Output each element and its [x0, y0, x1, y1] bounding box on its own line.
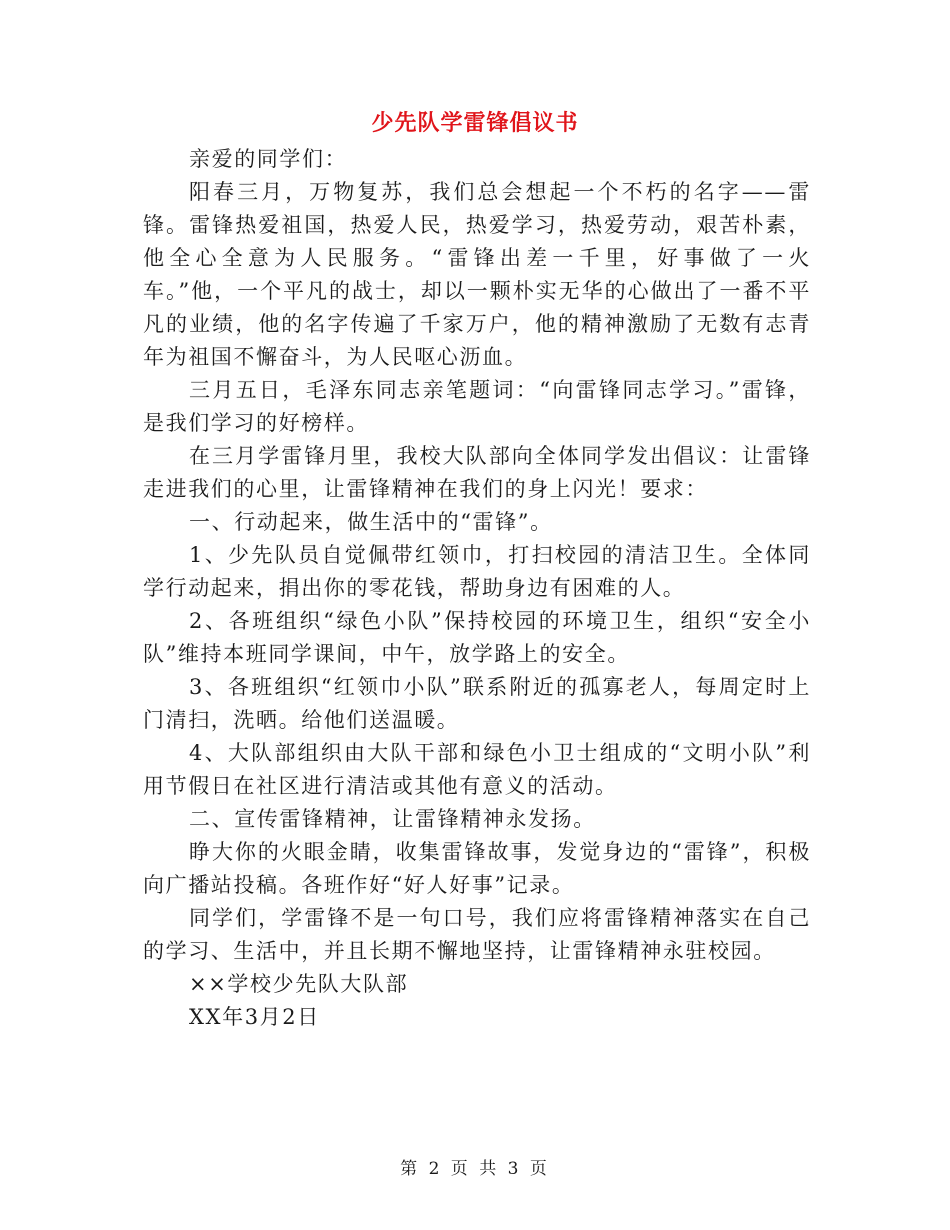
paragraph-proposal: 在三月学雷锋月里，我校大队部向全体同学发出倡议：让雷锋走进我们的心里，让雷锋精神在我们的身上闪光！要求：: [143, 444, 811, 501]
document-title: 少先队学雷锋倡议书: [371, 111, 579, 136]
paragraph-closing: 同学们，学雷锋不是一句口号，我们应将雷锋精神落实在自己的学习、生活中，并且长期不懈地坚持，让雷锋精神永驻校园。: [143, 906, 811, 963]
paragraph-stories: 睁大你的火眼金睛，收集雷锋故事，发觉身边的“雷锋”，积极向广播站投稿。各班作好“好人好事”记录。: [143, 840, 811, 897]
paragraph-intro: 阳春三月，万物复苏，我们总会想起一个不朽的名字——雷锋。雷锋热爱祖国，热爱人民，热爱学习，热爱劳动，艰苦朴素，他全心全意为人民服务。“雷锋出差一千里，好事做了一火车。”他，一个平凡的战士，却以一颗朴实无华的心做出了一番不平凡的业绩，他的名字传遍了千家万户，他的精神激励了无数有志青年为祖国不懈奋斗，为人民呕心沥血。: [143, 180, 811, 369]
paragraph-inscription: 三月五日，毛泽东同志亲笔题词：“向雷锋同志学习。”雷锋，是我们学习的好榜样。: [143, 378, 811, 435]
list-item-2: 2、各班组织“绿色小队”保持校园的环境卫生，组织“安全小队”维持本班同学课间，中午，放学路上的安全。: [143, 609, 811, 666]
document-body: [143, 143, 811, 1034]
list-item-1: 1、少先队员自觉佩带红领巾，打扫校园的清洁卫生。全体同学行动起来，捐出你的零花钱，帮助身边有困难的人。: [143, 543, 811, 600]
date: XX年3月2日: [189, 1005, 320, 1029]
list-item-3: 3、各班组织“红领巾小队”联系附近的孤寡老人，每周定时上门清扫，洗晒。给他们送温暖。: [143, 675, 811, 732]
list-item-4: 4、大队部组织由大队干部和绿色小卫士组成的“文明小队”利用节假日在社区进行清洁或其他有意义的活动。: [143, 741, 811, 798]
salutation: 亲爱的同学们：: [189, 147, 348, 171]
section-heading-2: 二、宣传雷锋精神，让雷锋精神永发扬。: [189, 807, 596, 831]
section-heading-1: 一、行动起来，做生活中的“雷锋”。: [189, 510, 553, 534]
page-number-footer: 第 2 页 共 3 页: [400, 1159, 550, 1179]
signature: ××学校少先队大队部: [189, 972, 409, 996]
